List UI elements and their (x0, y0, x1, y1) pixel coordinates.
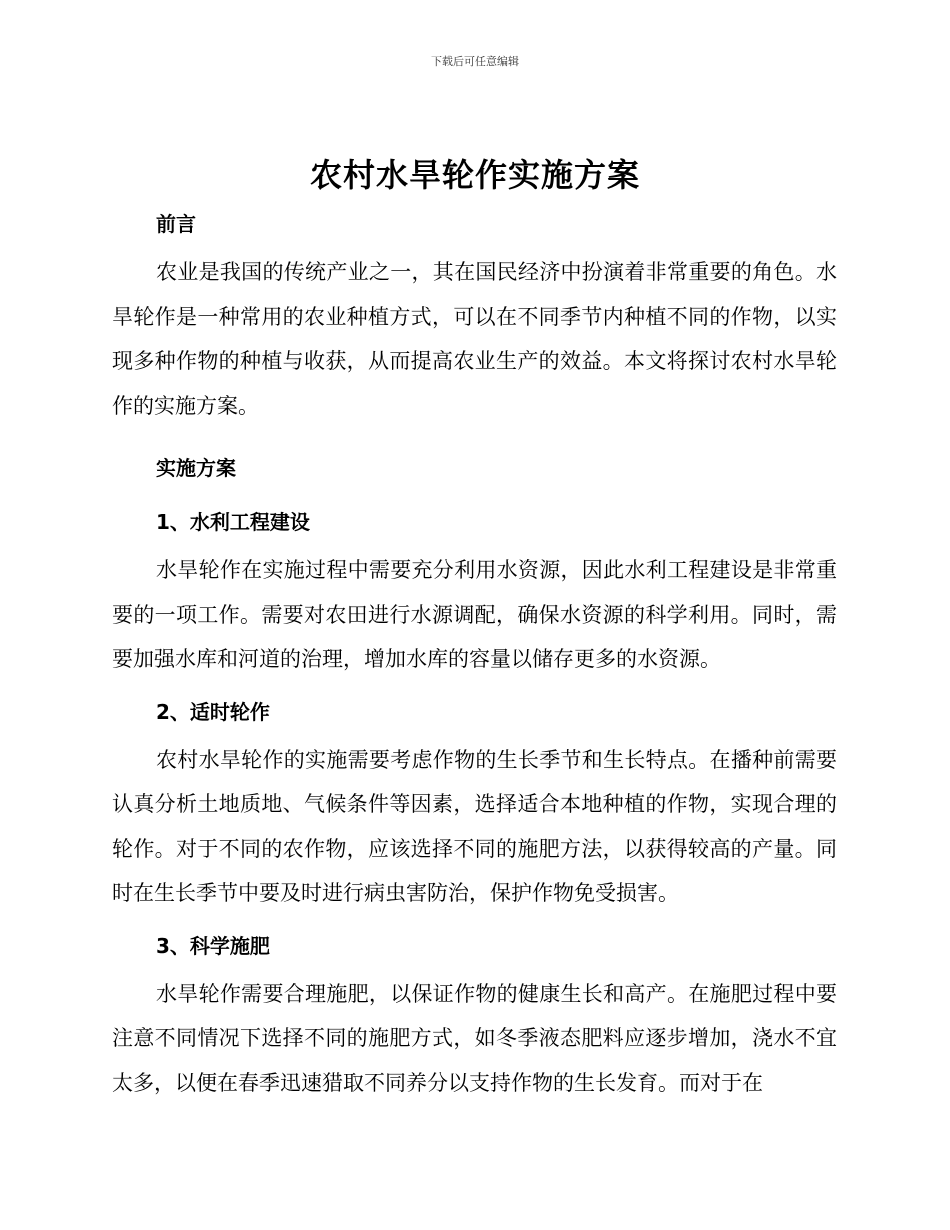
document-title: 农村水旱轮作实施方案 (309, 156, 640, 194)
document-body (112, 198, 837, 1105)
page-header-note: 下载后可任意编辑 (431, 55, 519, 68)
section-heading-timely-rotation: 2、适时轮作 (156, 699, 270, 724)
paragraph-scientific-fertilization: 水旱轮作需要合理施肥，以保证作物的健康生长和高产。在施肥过程中要注意不同情况下选择不同的施肥方式，如冬季液态肥料应逐步增加，浇水不宜太多，以便在春季迅速猎取不同养分以支持作物的生长发育。而对于在 (112, 981, 837, 1095)
section-heading-preface: 前言 (156, 212, 196, 236)
paragraph-timely-rotation: 农村水旱轮作的实施需要考虑作物的生长季节和生长特点。在播种前需要认真分析土地质地、气候条件等因素，选择适合本地种植的作物，实现合理的轮作。对于不同的农作物，应该选择不同的施肥方法，以获得较高的产量。同时在生长季节中要及时进行病虫害防治，保护作物免受损害。 (112, 747, 837, 905)
section-heading-plan: 实施方案 (156, 456, 236, 480)
paragraph-water-engineering: 水旱轮作在实施过程中需要充分利用水资源，因此水利工程建设是非常重要的一项工作。需要对农田进行水源调配，确保水资源的科学利用。同时，需要加强水库和河道的治理，增加水库的容量以储存更多的水资源。 (112, 558, 837, 671)
paragraph-preface: 农业是我国的传统产业之一，其在国民经济中扮演着非常重要的角色。水旱轮作是一种常用的农业种植方式，可以在不同季节内种植不同的作物，以实现多种作物的种植与收获，从而提高农业生产的效益。本文将探讨农村水旱轮作的实施方案。 (112, 260, 837, 418)
section-heading-water-engineering: 1、水利工程建设 (156, 510, 310, 534)
section-heading-scientific-fertilization: 3、科学施肥 (156, 933, 270, 958)
